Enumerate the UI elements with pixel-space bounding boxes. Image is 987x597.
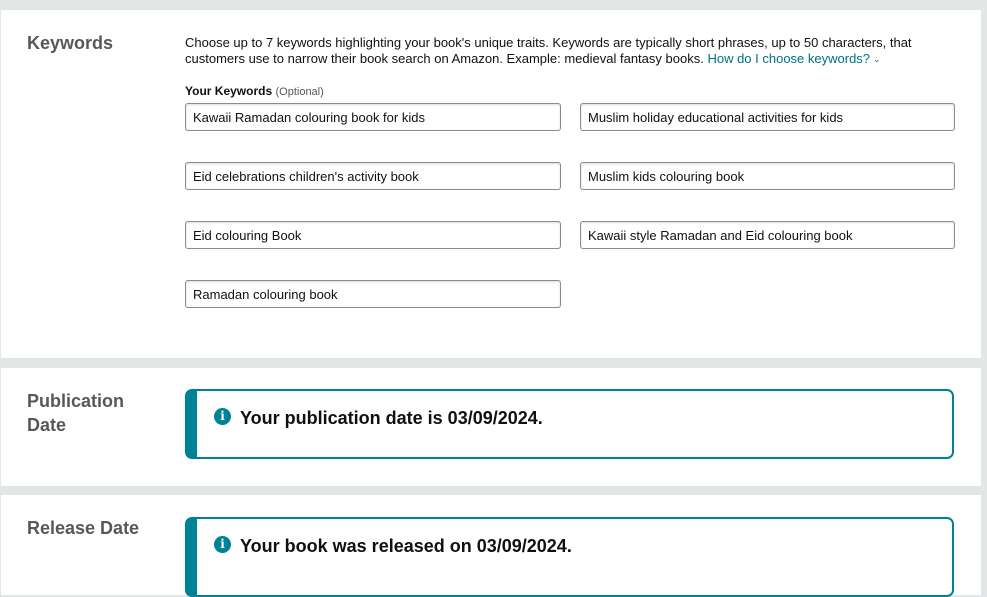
keyword-input-1[interactable] xyxy=(185,103,561,131)
release-date-alert xyxy=(185,517,954,597)
keyword-input-3[interactable] xyxy=(185,162,561,190)
section-title-keywords: Keywords xyxy=(27,33,114,53)
keyword-input-4[interactable] xyxy=(580,162,955,190)
keywords-label-text: Your Keywords xyxy=(185,84,273,98)
keyword-input-5[interactable] xyxy=(185,221,561,249)
keyword-input-6[interactable] xyxy=(580,221,955,249)
release-date-section xyxy=(1,495,981,595)
section-title-release-date: Release Date xyxy=(27,518,140,538)
release-date-message: Your book was released on 03/09/2024. xyxy=(240,536,572,556)
info-icon: i xyxy=(214,536,231,553)
info-icon: i xyxy=(214,408,231,425)
keywords-label xyxy=(185,83,324,100)
keywords-help-link-label[interactable]: How do I choose keywords? xyxy=(707,51,871,66)
keyword-input-7[interactable] xyxy=(185,280,561,308)
keyword-input-2[interactable] xyxy=(580,103,955,131)
section-title-publication-date: Publication Date xyxy=(27,391,125,435)
publication-date-alert xyxy=(185,389,954,459)
publication-date-message: Your publication date is 03/09/2024. xyxy=(240,408,543,428)
chevron-down-icon[interactable]: ⌄ xyxy=(873,54,881,64)
keywords-description-text: Choose up to 7 keywords highlighting your book's unique traits. Keywords are typically short phrases, up to 50 characters, that customers use to narrow their book search on Amazon. Example: medieval fantasy books. xyxy=(185,35,912,66)
keywords-section xyxy=(1,10,981,358)
publication-date-section xyxy=(1,368,981,486)
keywords-description xyxy=(185,35,955,68)
keywords-help-link[interactable] xyxy=(707,51,880,66)
optional-tag: (Optional) xyxy=(275,86,324,98)
